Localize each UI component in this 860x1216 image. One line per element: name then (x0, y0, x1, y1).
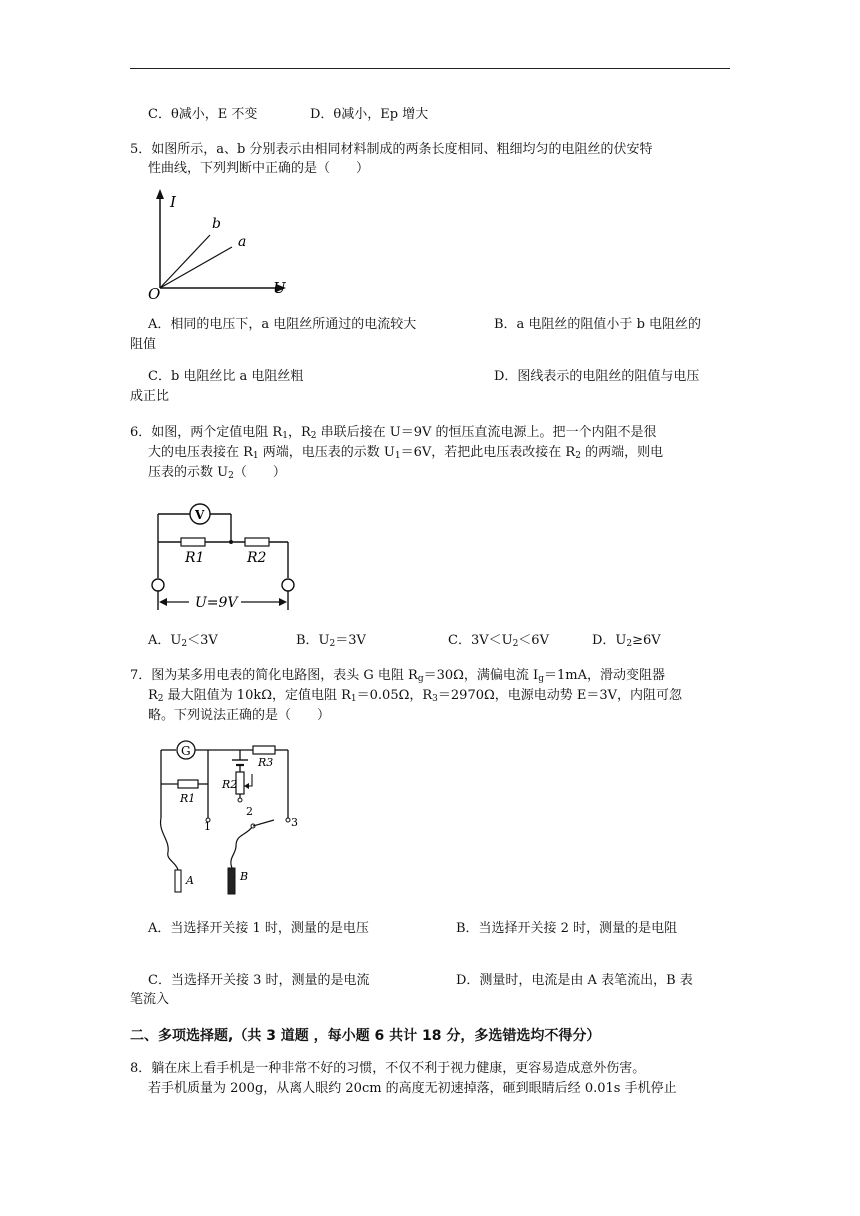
q5-stem-line1: 5．如图所示，a、b 分别表示由相同材料制成的两条长度相同、粗细均匀的电阻丝的伏安特 (130, 142, 653, 157)
probe-a (175, 870, 181, 892)
terminal-3 (286, 818, 290, 822)
svg-text:R1: R1 (180, 792, 196, 805)
resistor-r1 (181, 538, 205, 546)
q5-option-a: A．相同的电压下，a 电阻丝所通过的电流较大 (148, 317, 417, 332)
q5-iu-graph (140, 185, 300, 305)
svg-text:I: I (170, 193, 176, 211)
svg-text:R2: R2 (222, 778, 238, 791)
q4-option-d: D．θ减小，Ep 增大 (310, 107, 429, 122)
q7-option-c: C．当选择开关接 3 时，测量的是电流 (148, 973, 370, 988)
svg-text:O: O (148, 285, 161, 303)
probe-b (228, 868, 235, 894)
q4-option-c: C．θ减小，E 不变 (148, 107, 258, 122)
q6-option-a: A．$U_2<3V$ (148, 633, 218, 649)
svg-text:a: a (238, 234, 247, 250)
q7-option-a: A．当选择开关接 1 时，测量的是电压 (148, 921, 369, 936)
svg-text:R3: R3 (258, 756, 274, 769)
resistor-r2 (245, 538, 269, 546)
resistor-r3 (253, 746, 275, 754)
q5-option-b: B．a 电阻丝的阻值小于 b 电阻丝的 (494, 317, 702, 332)
q5-option-d-wrap: 成正比 (130, 389, 170, 404)
q5-option-d: D．图线表示的电阻丝的阻值与电压 (494, 369, 700, 384)
svg-text:G: G (181, 744, 191, 758)
svg-text:2: 2 (246, 805, 253, 818)
q6-option-d: D．$U_2\ge 6V$ (592, 633, 661, 649)
terminal-right (282, 579, 294, 591)
svg-text:V: V (195, 508, 205, 522)
q5-option-b-wrap: 阻值 (130, 337, 157, 352)
header-rule (130, 68, 730, 69)
q6-stem-line3: 压表的示数 $U_2$（ ） (148, 465, 286, 481)
terminal-2 (238, 798, 242, 802)
svg-text:1: 1 (204, 820, 211, 833)
q7-multimeter-circuit (148, 740, 308, 905)
q6-stem-line1: 6．如图，两个定值电阻 $R_1$，$R_2$ 串联后接在 U＝9V 的恒压直流电源上。把一个内阻不是很 (130, 425, 657, 441)
svg-text:A: A (186, 874, 194, 887)
resistor-r1 (178, 780, 198, 788)
q6-stem-line2: 大的电压表接在 $R_1$ 两端，电压表的示数 $U_1=6V$，若把此电压表改接在 $R_2$ 的两端，则电 (148, 445, 664, 461)
line-b (160, 235, 210, 288)
q5-stem-line2: 性曲线，下列判断中正确的是（ ） (148, 161, 370, 176)
q7-option-d: D．测量时，电流是由 A 表笔流出，B 表 (456, 973, 693, 988)
svg-text:b: b (212, 216, 221, 232)
q7-stem-line3: 略。下列说法正确的是（ ） (148, 708, 331, 723)
terminal-left (152, 579, 164, 591)
q8-stem-line1: 8．躺在床上看手机是一种非常不好的习惯，不仅不利于视力健康，更容易造成意外伤害。 (130, 1061, 646, 1076)
svg-text:U=9V: U=9V (195, 595, 238, 611)
svg-text:3: 3 (291, 816, 298, 829)
q7-stem-line1: 7．图为某多用电表的简化电路图，表头 G 电阻 $R_g=30\Omega$，满偏电流 $I_g=1mA$，滑动变阻器 (130, 668, 665, 684)
svg-text:R1: R1 (185, 550, 205, 566)
section-heading: 二、多项选择题,（共 3 道题 ，每小题 6 共计 18 分，多选错选均不得分） (130, 1028, 601, 1044)
svg-text:R2: R2 (247, 550, 267, 566)
q6-circuit (145, 492, 305, 617)
q7-stem-line2: $R_2$ 最大阻值为 10kΩ，定值电阻 $R_1=0.05\Omega$，$R_3=2970\Omega$，电源电动势 E＝3V，内阻可忽 (148, 688, 683, 704)
q6-option-b: B．$U_2=3V$ (296, 633, 366, 649)
q5-option-c: C．b 电阻丝比 a 电阻丝粗 (148, 369, 304, 384)
q7-option-d-wrap: 笔流入 (130, 992, 170, 1007)
q8-stem-line2: 若手机质量为 200g，从离人眼约 20cm 的高度无初速掉落，砸到眼睛后经 0.01s 手机停止 (148, 1081, 677, 1096)
q6-option-c: C．$3V<U_2<6V$ (448, 633, 549, 649)
line-a (160, 247, 232, 288)
q7-option-b: B．当选择开关接 2 时，测量的是电阻 (456, 921, 678, 936)
svg-text:B: B (240, 870, 249, 883)
svg-text:U: U (273, 279, 286, 297)
